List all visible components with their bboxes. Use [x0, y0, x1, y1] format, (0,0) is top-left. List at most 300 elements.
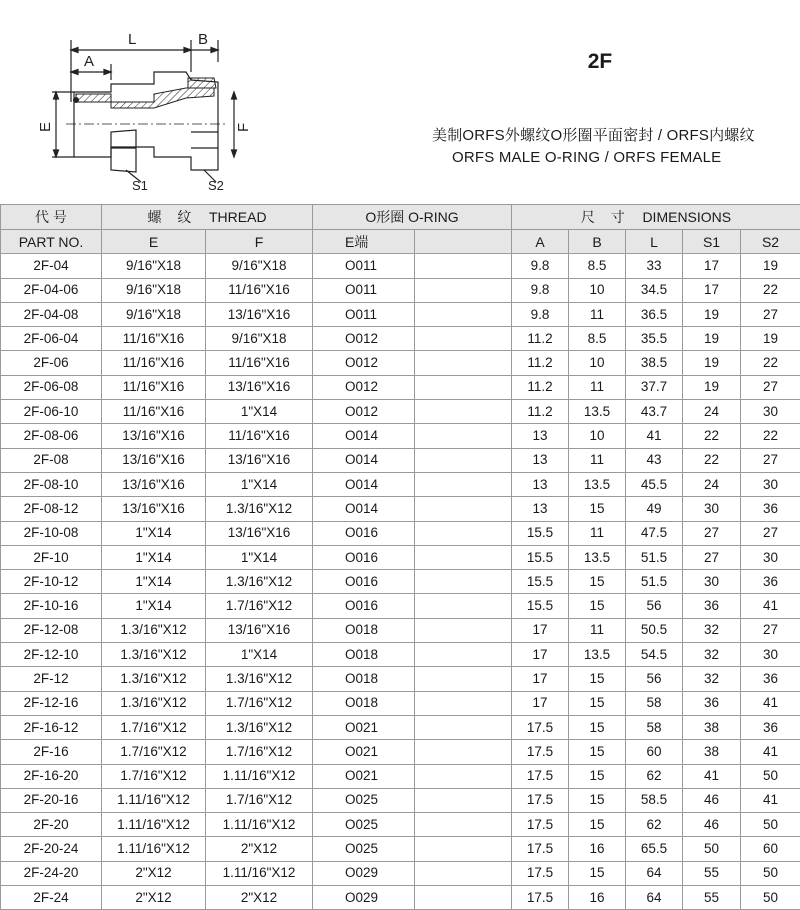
cell-oring: O021 — [313, 764, 415, 788]
cell-blank — [415, 740, 512, 764]
cell-blank — [415, 327, 512, 351]
header-dim-cn: 尺 寸 — [581, 209, 631, 225]
table-row — [1, 375, 800, 399]
cell-dim-s2: 50 — [741, 764, 800, 788]
cell-dim-s2: 41 — [741, 691, 800, 715]
cell-oring: O016 — [313, 521, 415, 545]
cell-dim-a: 13 — [512, 497, 569, 521]
cell-dim-l: 37.7 — [626, 375, 683, 399]
cell-thread-e: 13/16"X16 — [102, 472, 206, 496]
cell-dim-l: 38.5 — [626, 351, 683, 375]
cell-blank — [415, 351, 512, 375]
cell-part-no: 2F-06-04 — [1, 327, 102, 351]
cell-dim-b: 13.5 — [569, 400, 626, 424]
cell-thread-e: 2"X12 — [102, 861, 206, 885]
cell-dim-l: 60 — [626, 740, 683, 764]
cell-thread-e: 1.3/16"X12 — [102, 618, 206, 642]
cell-blank — [415, 278, 512, 302]
cell-dim-s1: 17 — [683, 254, 741, 278]
cell-dim-b: 11 — [569, 302, 626, 326]
cell-dim-s1: 27 — [683, 545, 741, 569]
cell-dim-l: 56 — [626, 594, 683, 618]
cell-oring: O021 — [313, 715, 415, 739]
cell-dim-b: 11 — [569, 618, 626, 642]
header-oring-label: O形圈 O-RING — [365, 209, 458, 225]
cell-thread-f: 1.7/16"X12 — [206, 594, 313, 618]
cell-blank — [415, 375, 512, 399]
cell-blank — [415, 448, 512, 472]
header-s1: S1 — [683, 230, 741, 254]
cell-part-no: 2F-24-20 — [1, 861, 102, 885]
cell-blank — [415, 545, 512, 569]
cell-dim-l: 58 — [626, 715, 683, 739]
cell-thread-f: 1.11/16"X12 — [206, 813, 313, 837]
cell-dim-s1: 22 — [683, 424, 741, 448]
cell-thread-e: 9/16"X18 — [102, 302, 206, 326]
table-row — [1, 837, 800, 861]
cell-dim-b: 10 — [569, 278, 626, 302]
cell-thread-e: 1.3/16"X12 — [102, 667, 206, 691]
cell-blank — [415, 643, 512, 667]
table-row — [1, 472, 800, 496]
cell-dim-s1: 38 — [683, 740, 741, 764]
cell-oring: O029 — [313, 861, 415, 885]
cell-oring: O014 — [313, 497, 415, 521]
cell-thread-e: 9/16"X18 — [102, 254, 206, 278]
cell-dim-a: 17.5 — [512, 715, 569, 739]
table-row — [1, 618, 800, 642]
cell-oring: O014 — [313, 472, 415, 496]
cell-blank — [415, 715, 512, 739]
cell-oring: O014 — [313, 448, 415, 472]
cell-dim-s1: 46 — [683, 788, 741, 812]
cell-blank — [415, 497, 512, 521]
cell-dim-s2: 19 — [741, 254, 800, 278]
cell-dim-a: 17.5 — [512, 740, 569, 764]
cell-oring: O016 — [313, 545, 415, 569]
table-row — [1, 351, 800, 375]
cell-oring: O012 — [313, 351, 415, 375]
cell-oring: O029 — [313, 886, 415, 910]
cell-dim-s1: 27 — [683, 521, 741, 545]
cell-blank — [415, 667, 512, 691]
table-row — [1, 643, 800, 667]
cell-thread-e: 1"X14 — [102, 521, 206, 545]
fitting-technical-drawing — [36, 22, 266, 194]
cell-dim-l: 64 — [626, 886, 683, 910]
cell-blank — [415, 594, 512, 618]
table-row — [1, 861, 800, 885]
header-blank — [415, 230, 512, 254]
cell-thread-f: 13/16"X16 — [206, 302, 313, 326]
cell-thread-f: 1.3/16"X12 — [206, 570, 313, 594]
cell-thread-f: 9/16"X18 — [206, 254, 313, 278]
cell-oring: O025 — [313, 813, 415, 837]
cell-blank — [415, 861, 512, 885]
cell-dim-s2: 27 — [741, 448, 800, 472]
cell-dim-l: 41 — [626, 424, 683, 448]
cell-thread-e: 13/16"X16 — [102, 448, 206, 472]
cell-dim-s1: 32 — [683, 667, 741, 691]
cell-part-no: 2F-12-10 — [1, 643, 102, 667]
cell-dim-s1: 19 — [683, 351, 741, 375]
cell-dim-s2: 50 — [741, 813, 800, 837]
cell-dim-l: 51.5 — [626, 570, 683, 594]
header-f: F — [206, 230, 313, 254]
cell-part-no: 2F-10-08 — [1, 521, 102, 545]
cell-dim-a: 15.5 — [512, 545, 569, 569]
cell-dim-s1: 36 — [683, 594, 741, 618]
dimensions-table — [0, 204, 800, 910]
cell-dim-b: 15 — [569, 715, 626, 739]
cell-oring: O011 — [313, 278, 415, 302]
cell-thread-e: 1"X14 — [102, 570, 206, 594]
cell-thread-f: 11/16"X16 — [206, 424, 313, 448]
cell-blank — [415, 424, 512, 448]
header-part-no: PART NO. — [1, 230, 102, 254]
header-l: L — [626, 230, 683, 254]
cell-dim-a: 17.5 — [512, 861, 569, 885]
table-header-row-1 — [1, 205, 800, 230]
cell-dim-s2: 41 — [741, 594, 800, 618]
cell-part-no: 2F-08 — [1, 448, 102, 472]
table-row — [1, 327, 800, 351]
cell-dim-a: 11.2 — [512, 375, 569, 399]
cell-dim-b: 16 — [569, 886, 626, 910]
cell-dim-a: 17.5 — [512, 788, 569, 812]
cell-oring: O018 — [313, 667, 415, 691]
table-row — [1, 570, 800, 594]
table-row — [1, 715, 800, 739]
cell-thread-e: 13/16"X16 — [102, 497, 206, 521]
cell-thread-f: 1.7/16"X12 — [206, 788, 313, 812]
cell-dim-b: 10 — [569, 351, 626, 375]
cell-dim-b: 15 — [569, 667, 626, 691]
cell-oring: O016 — [313, 570, 415, 594]
cell-dim-s1: 19 — [683, 375, 741, 399]
product-title-english: ORFS MALE O-RING / ORFS FEMALE — [452, 149, 721, 166]
header-b: B — [569, 230, 626, 254]
table-row — [1, 788, 800, 812]
cell-part-no: 2F-24 — [1, 886, 102, 910]
cell-thread-e: 9/16"X18 — [102, 278, 206, 302]
cell-thread-f: 13/16"X16 — [206, 521, 313, 545]
cell-dim-s1: 30 — [683, 570, 741, 594]
cell-thread-f: 1"X14 — [206, 472, 313, 496]
cell-dim-l: 43.7 — [626, 400, 683, 424]
cell-dim-l: 64 — [626, 861, 683, 885]
cell-thread-e: 1.7/16"X12 — [102, 764, 206, 788]
cell-dim-s1: 50 — [683, 837, 741, 861]
cell-dim-l: 51.5 — [626, 545, 683, 569]
cell-dim-s1: 30 — [683, 497, 741, 521]
cell-part-no: 2F-10 — [1, 545, 102, 569]
cell-dim-s1: 17 — [683, 278, 741, 302]
cell-dim-a: 13 — [512, 472, 569, 496]
cell-blank — [415, 570, 512, 594]
cell-dim-l: 49 — [626, 497, 683, 521]
cell-dim-a: 17 — [512, 667, 569, 691]
dimension-label-s1: S1 — [132, 178, 148, 193]
cell-dim-s1: 24 — [683, 472, 741, 496]
cell-oring: O025 — [313, 837, 415, 861]
cell-dim-b: 8.5 — [569, 327, 626, 351]
table-row — [1, 521, 800, 545]
cell-dim-b: 11 — [569, 448, 626, 472]
cell-dim-b: 15 — [569, 861, 626, 885]
cell-thread-f: 1"X14 — [206, 545, 313, 569]
cell-dim-s1: 32 — [683, 643, 741, 667]
table-row — [1, 886, 800, 910]
cell-dim-a: 17.5 — [512, 837, 569, 861]
cell-oring: O021 — [313, 740, 415, 764]
table-row — [1, 278, 800, 302]
cell-dim-a: 15.5 — [512, 521, 569, 545]
cell-dim-s1: 32 — [683, 618, 741, 642]
cell-thread-f: 1.3/16"X12 — [206, 497, 313, 521]
cell-dim-s1: 19 — [683, 327, 741, 351]
cell-thread-f: 2"X12 — [206, 886, 313, 910]
cell-part-no: 2F-06-10 — [1, 400, 102, 424]
table-row — [1, 254, 800, 278]
cell-dim-s2: 30 — [741, 400, 800, 424]
cell-thread-f: 2"X12 — [206, 837, 313, 861]
cell-thread-e: 1.3/16"X12 — [102, 643, 206, 667]
cell-blank — [415, 302, 512, 326]
cell-dim-a: 13 — [512, 424, 569, 448]
cell-part-no: 2F-10-12 — [1, 570, 102, 594]
cell-dim-a: 11.2 — [512, 327, 569, 351]
cell-dim-l: 62 — [626, 813, 683, 837]
cell-thread-f: 1.3/16"X12 — [206, 667, 313, 691]
cell-dim-l: 35.5 — [626, 327, 683, 351]
cell-oring: O018 — [313, 643, 415, 667]
cell-part-no: 2F-20 — [1, 813, 102, 837]
cell-dim-s1: 41 — [683, 764, 741, 788]
cell-blank — [415, 521, 512, 545]
cell-dim-s1: 46 — [683, 813, 741, 837]
cell-oring: O011 — [313, 302, 415, 326]
cell-dim-s1: 22 — [683, 448, 741, 472]
cell-dim-s2: 27 — [741, 618, 800, 642]
cell-part-no: 2F-20-24 — [1, 837, 102, 861]
cell-thread-e: 1.11/16"X12 — [102, 788, 206, 812]
cell-blank — [415, 472, 512, 496]
cell-dim-l: 43 — [626, 448, 683, 472]
cell-thread-f: 1"X14 — [206, 643, 313, 667]
table-row — [1, 497, 800, 521]
cell-part-no: 2F-16-12 — [1, 715, 102, 739]
cell-oring: O012 — [313, 327, 415, 351]
cell-dim-b: 15 — [569, 813, 626, 837]
cell-thread-f: 1.7/16"X12 — [206, 740, 313, 764]
cell-thread-e: 1.11/16"X12 — [102, 837, 206, 861]
cell-oring: O018 — [313, 618, 415, 642]
cell-thread-f: 1.11/16"X12 — [206, 861, 313, 885]
cell-part-no: 2F-12 — [1, 667, 102, 691]
cell-dim-s2: 27 — [741, 375, 800, 399]
cell-dim-l: 58 — [626, 691, 683, 715]
cell-thread-e: 11/16"X16 — [102, 375, 206, 399]
cell-dim-s2: 22 — [741, 424, 800, 448]
cell-dim-a: 17.5 — [512, 764, 569, 788]
cell-dim-a: 17 — [512, 643, 569, 667]
table-body — [1, 254, 800, 910]
product-title-chinese: 美制ORFS外螺纹O形圈平面密封 / ORFS内螺纹 — [432, 124, 755, 145]
header-e-end: E端 — [313, 230, 415, 254]
table-row — [1, 545, 800, 569]
dimension-label-s2: S2 — [208, 178, 224, 193]
cell-thread-e: 1"X14 — [102, 594, 206, 618]
cell-oring: O018 — [313, 691, 415, 715]
cell-dim-s2: 36 — [741, 715, 800, 739]
header-dim-en: DIMENSIONS — [642, 209, 731, 225]
cell-dim-s1: 38 — [683, 715, 741, 739]
cell-dim-s2: 27 — [741, 302, 800, 326]
cell-blank — [415, 764, 512, 788]
header-thread — [102, 205, 313, 230]
cell-oring: O016 — [313, 594, 415, 618]
cell-dim-b: 13.5 — [569, 472, 626, 496]
cell-thread-e: 11/16"X16 — [102, 327, 206, 351]
cell-dim-b: 15 — [569, 594, 626, 618]
cell-dim-b: 15 — [569, 740, 626, 764]
cell-dim-s2: 41 — [741, 788, 800, 812]
cell-dim-b: 15 — [569, 570, 626, 594]
cell-dim-a: 13 — [512, 448, 569, 472]
cell-dim-s2: 30 — [741, 472, 800, 496]
cell-blank — [415, 618, 512, 642]
cell-dim-a: 15.5 — [512, 594, 569, 618]
cell-oring: O011 — [313, 254, 415, 278]
cell-dim-b: 13.5 — [569, 643, 626, 667]
cell-dim-a: 17.5 — [512, 886, 569, 910]
cell-dim-s2: 36 — [741, 667, 800, 691]
cell-thread-f: 11/16"X16 — [206, 278, 313, 302]
header-e: E — [102, 230, 206, 254]
cell-dim-l: 54.5 — [626, 643, 683, 667]
header-a: A — [512, 230, 569, 254]
cell-blank — [415, 788, 512, 812]
cell-dim-s1: 24 — [683, 400, 741, 424]
cell-dim-b: 16 — [569, 837, 626, 861]
cell-thread-f: 1.11/16"X12 — [206, 764, 313, 788]
cell-oring: O012 — [313, 375, 415, 399]
cell-dim-s2: 36 — [741, 570, 800, 594]
cell-part-no: 2F-08-12 — [1, 497, 102, 521]
cell-oring: O014 — [313, 424, 415, 448]
cell-thread-f: 13/16"X16 — [206, 375, 313, 399]
cell-thread-f: 9/16"X18 — [206, 327, 313, 351]
dimension-label-f: F — [235, 123, 252, 132]
cell-dim-s2: 30 — [741, 545, 800, 569]
cell-dim-l: 47.5 — [626, 521, 683, 545]
cell-dim-b: 11 — [569, 375, 626, 399]
cell-dim-s1: 55 — [683, 861, 741, 885]
cell-dim-b: 15 — [569, 691, 626, 715]
cell-oring: O012 — [313, 400, 415, 424]
cell-thread-e: 1.7/16"X12 — [102, 740, 206, 764]
cell-dim-a: 9.8 — [512, 302, 569, 326]
cell-thread-e: 1.3/16"X12 — [102, 691, 206, 715]
cell-dim-a: 9.8 — [512, 254, 569, 278]
cell-dim-b: 10 — [569, 424, 626, 448]
cell-thread-e: 1.7/16"X12 — [102, 715, 206, 739]
dimension-label-b: B — [198, 31, 208, 48]
dimension-label-e: E — [37, 122, 54, 132]
cell-dim-b: 8.5 — [569, 254, 626, 278]
cell-thread-f: 1.7/16"X12 — [206, 691, 313, 715]
cell-dim-s2: 50 — [741, 886, 800, 910]
cell-thread-e: 13/16"X16 — [102, 424, 206, 448]
dimension-label-a: A — [84, 53, 94, 70]
cell-thread-f: 1"X14 — [206, 400, 313, 424]
cell-dim-a: 17 — [512, 691, 569, 715]
table-row — [1, 691, 800, 715]
cell-thread-e: 11/16"X16 — [102, 351, 206, 375]
cell-part-no: 2F-10-16 — [1, 594, 102, 618]
cell-blank — [415, 837, 512, 861]
cell-blank — [415, 813, 512, 837]
cell-dim-s1: 55 — [683, 886, 741, 910]
cell-blank — [415, 886, 512, 910]
header-dimensions — [512, 205, 800, 230]
table-row — [1, 764, 800, 788]
cell-dim-l: 45.5 — [626, 472, 683, 496]
table-row — [1, 302, 800, 326]
cell-thread-f: 11/16"X16 — [206, 351, 313, 375]
cell-dim-l: 65.5 — [626, 837, 683, 861]
cell-dim-a: 17 — [512, 618, 569, 642]
cell-part-no: 2F-04-06 — [1, 278, 102, 302]
cell-part-no: 2F-04-08 — [1, 302, 102, 326]
table-header-row-2 — [1, 230, 800, 254]
cell-dim-s2: 22 — [741, 351, 800, 375]
cell-dim-s2: 36 — [741, 497, 800, 521]
cell-dim-a: 9.8 — [512, 278, 569, 302]
cell-blank — [415, 691, 512, 715]
cell-blank — [415, 254, 512, 278]
header-thread-cn: 螺 纹 — [147, 209, 197, 225]
cell-part-no: 2F-16-20 — [1, 764, 102, 788]
cell-dim-s2: 30 — [741, 643, 800, 667]
cell-part-no: 2F-12-08 — [1, 618, 102, 642]
cell-part-no: 2F-06-08 — [1, 375, 102, 399]
cell-blank — [415, 400, 512, 424]
cell-dim-s1: 19 — [683, 302, 741, 326]
table-row — [1, 400, 800, 424]
dimension-label-l: L — [128, 31, 136, 48]
table-row — [1, 424, 800, 448]
cell-part-no: 2F-12-16 — [1, 691, 102, 715]
cell-dim-l: 56 — [626, 667, 683, 691]
cell-dim-l: 33 — [626, 254, 683, 278]
header-oring — [313, 205, 512, 230]
table-row — [1, 448, 800, 472]
cell-dim-l: 58.5 — [626, 788, 683, 812]
cell-dim-a: 11.2 — [512, 400, 569, 424]
document-header — [0, 0, 800, 202]
table-row — [1, 813, 800, 837]
cell-thread-e: 2"X12 — [102, 886, 206, 910]
cell-part-no: 2F-04 — [1, 254, 102, 278]
cell-dim-a: 17.5 — [512, 813, 569, 837]
cell-dim-b: 15 — [569, 788, 626, 812]
header-code — [1, 205, 102, 230]
table-row — [1, 594, 800, 618]
cell-dim-s2: 50 — [741, 861, 800, 885]
cell-dim-l: 62 — [626, 764, 683, 788]
